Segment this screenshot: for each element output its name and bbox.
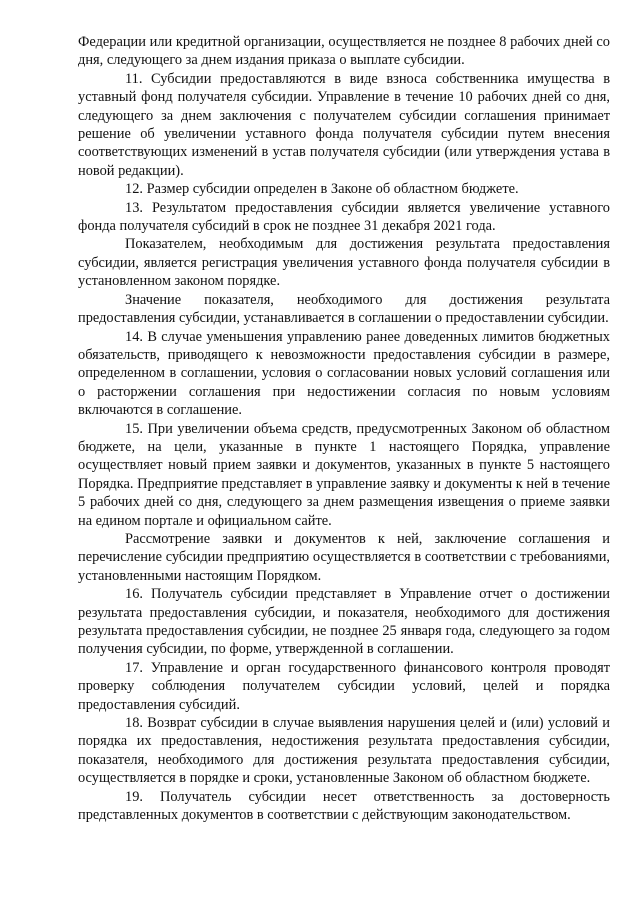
document-page [78, 33, 610, 824]
paragraph-11: 11. Субсидии предоставляются в виде взноса собственника имущества в уставный фонд получателя субсидии. Управление в течение 10 рабочих дней со дня, следующего за днем заключения с получателем субсидии соглашения принимает решение об увеличении уставного фонда получателя субсидии путем внесения соответствующих изменений в устав получателя субсидии (или утверждения устава в новой редакции). [78, 70, 610, 179]
paragraph-continuation: Федерации или кредитной организации, осуществляется не позднее 8 рабочих дней со дня, следующего за днем издания приказа о выплате субсидии. [78, 34, 610, 69]
paragraph-17: 17. Управление и орган государственного финансового контроля проводят проверку соблюдения получателем субсидии условий, целей и порядка предоставления субсидий. [78, 659, 610, 713]
paragraph-13-indicator: Показателем, необходимым для достижения результата предоставления субсидии, является регистрация увеличения уставного фонда получателя субсидии в установленном законом порядке. [78, 236, 610, 290]
paragraph-13: 13. Результатом предоставления субсидии является увеличение уставного фонда получателя субсидий в срок не позднее 31 декабря 2021 года. [78, 199, 610, 235]
paragraph-15-review: Рассмотрение заявки и документов к ней, заключение соглашения и перечисление субсидии предприятию осуществляется в соответствии с требованиями, установленными настоящим Порядком. [78, 530, 610, 584]
paragraph-12: 12. Размер субсидии определен в Законе об областном бюджете. [125, 181, 519, 198]
paragraph-16: 16. Получатель субсидии представляет в Управление отчет о достижении результата предоставления субсидии, и показателя, необходимого для достижения результата предоставления субсидии, не позднее 25 января года, следующего за годом получения субсидии, по форме, утвержденной в соглашении. [78, 586, 610, 658]
paragraph-15: 15. При увеличении объема средств, предусмотренных Законом об областном бюджете, на цели, указанные в пункте 1 настоящего Порядка, управление осуществляет новый прием заявки и документов, указанных в пункте 5 настоящего Порядка. Предприятие представляет в управление заявку и документы к ней в течение 5 рабочих дней со дня, следующего за днем размещения извещения о приеме заявки на едином портале и официальном сайте. [78, 420, 610, 529]
paragraph-13-indicator-value: Значение показателя, необходимого для достижения результата предоставления субсидии, устанавливается в соглашении о предоставлении субсидии. [78, 291, 610, 327]
paragraph-19: 19. Получатель субсидии несет ответственность за достоверность представленных документов в соответствии с действующим законодательством. [78, 788, 610, 824]
paragraph-14: 14. В случае уменьшения управлению ранее доведенных лимитов бюджетных обязательств, приводящего к невозможности предоставления субсидии в размере, определенном в соглашении, условия о согласовании новых условий соглашения или о расторжении соглашения при недостижении согласия по новым условиям включаются в соглашение. [78, 328, 610, 419]
paragraph-18: 18. Возврат субсидии в случае выявления нарушения целей и (или) условий и порядка их предоставления, недостижения результата предоставления субсидии, показателя, необходимого для достижения результата предоставления субсидии, осуществляется в порядке и сроки, установленные Законом об областном бюджете. [78, 715, 610, 787]
